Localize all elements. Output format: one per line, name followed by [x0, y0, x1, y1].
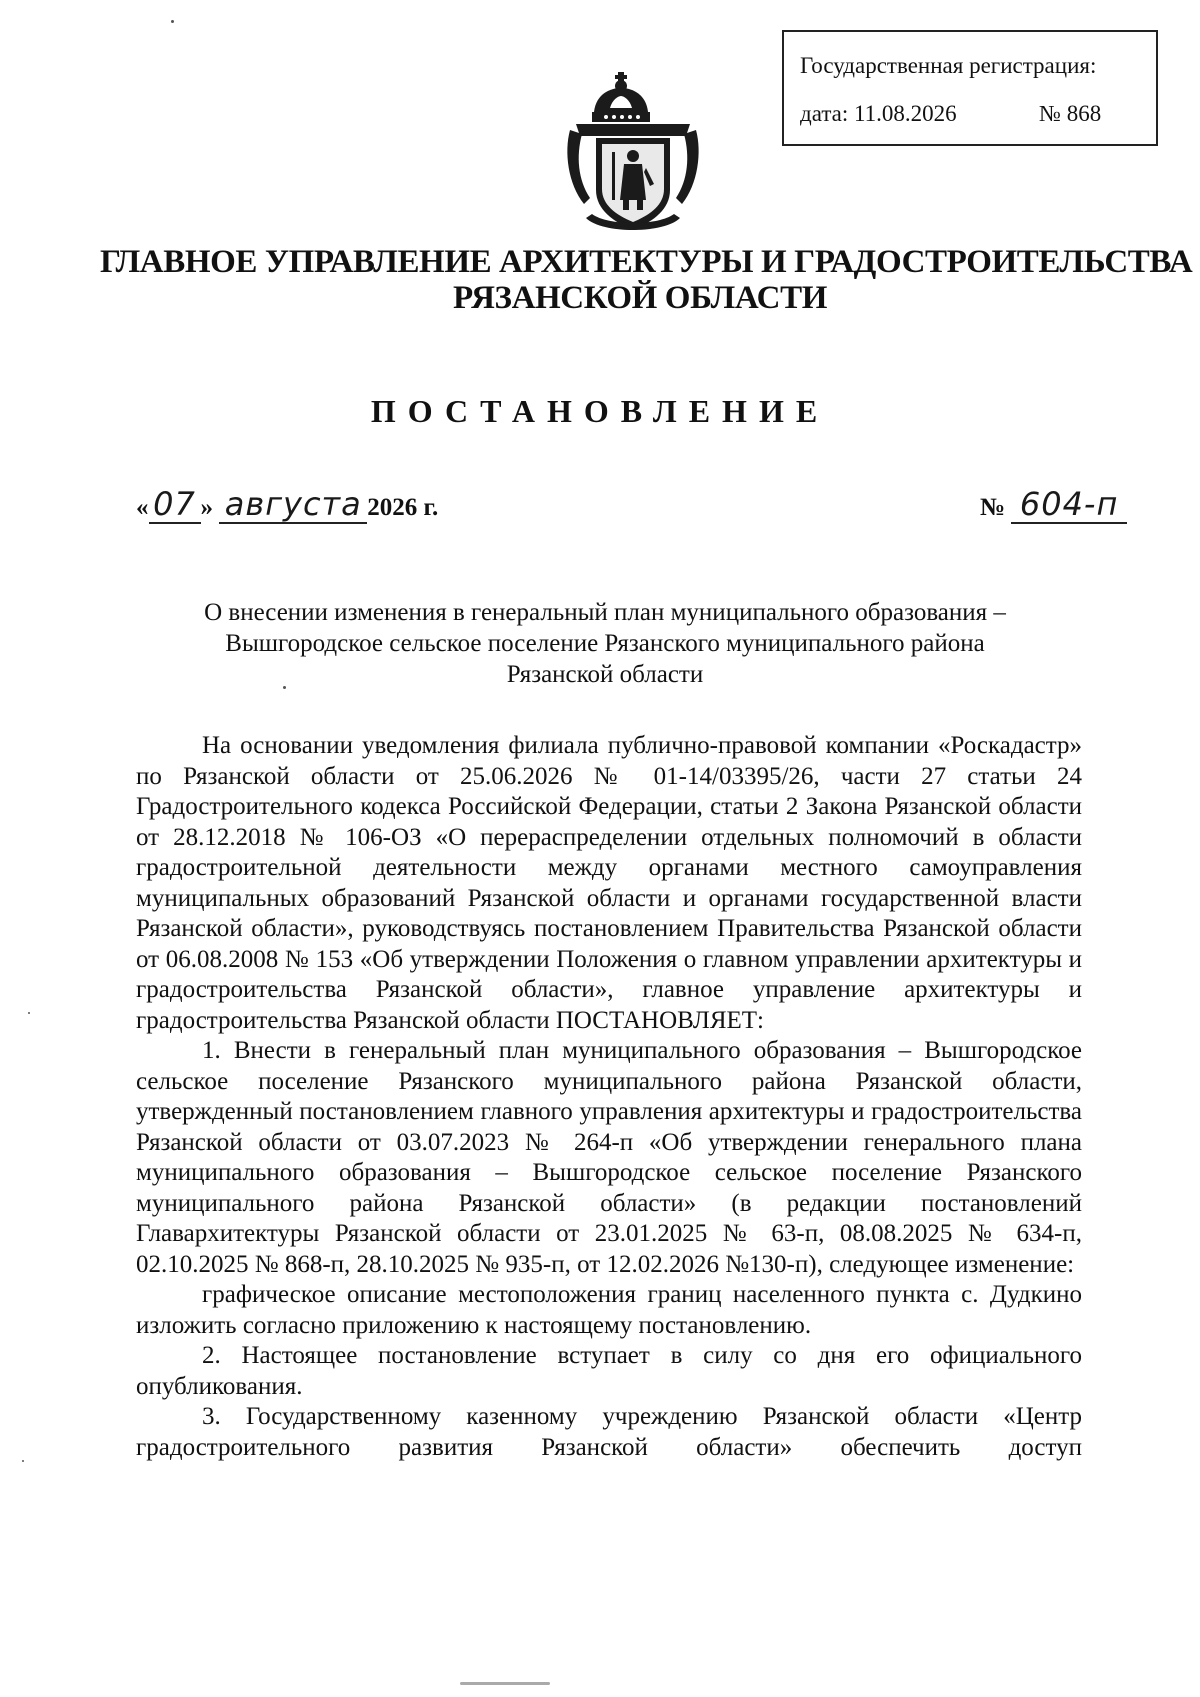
item-1-sub-paragraph: графическое описание местоположения границ населенного пункта с. Дудкино изложить согласно приложению к настоящему постановлению.: [136, 1281, 1082, 1339]
document-number: [980, 485, 1127, 524]
scan-speck: [28, 1012, 30, 1014]
registration-date: дата: 11.08.2026: [800, 101, 957, 126]
scan-speck: [283, 686, 286, 689]
registration-title: Государственная регистрация:: [800, 53, 1097, 78]
scan-speck: [460, 1682, 550, 1685]
number-prefix: №: [980, 494, 1006, 521]
document-type-title: ПОСТАНОВЛЕНИЕ: [370, 393, 830, 429]
preamble-paragraph: На основании уведомления филиала публично-правовой компании «Роскадастр» по Рязанской области от 25.06.2026 № 01-14/03395/26, части 27 статьи 24 Градостроительного кодекса Российской Федерации, статьи 2 Закона Рязанской области от 28.12.2018 № 106-ОЗ «О перераспределении отдельных полномочий в области градостроительной деятельности между органами местного самоуправления муниципальных образований Рязанской области и органами государственной власти Рязанской области», руководствуясь постановлением Правительства Рязанской области от 06.08.2008 № 153 «Об утверждении Положения о главном управлении архитектуры и градостроительства Рязанской области», главное управление архитектуры и градостроительства Рязанской области ПОСТАНОВЛЯЕТ:: [136, 732, 1082, 1034]
item-2-paragraph: 2. Настоящее постановление вступает в силу со дня его официального опубликования.: [136, 1342, 1082, 1400]
item-1-paragraph: 1. Внести в генеральный план муниципального образования – Вышгородское сельское поселение Рязанского муниципального района Рязанской области, утвержденный постановлением главного управления архитектуры и градостроительства Рязанской области от 03.07.2023 № 264-п «Об утверждении генерального плана муниципального образования – Вышгородское сельское поселение Рязанского муниципального района Рязанской области» (в редакции постановлений Главархитектуры Рязанской области от 23.01.2025 № 63-п, 08.08.2025 № 634-п, 02.10.2025 № 868-п, 28.10.2025 № 935-п, от 12.02.2026 №130-п), следующее изменение:: [136, 1037, 1082, 1278]
date-quote-open: «: [136, 494, 149, 521]
date-quote-close: »: [200, 494, 213, 521]
document-date: [136, 485, 439, 524]
date-year: 2026 г.: [367, 494, 439, 521]
scan-speck: [22, 1460, 24, 1462]
subject-line2: Вышгородское сельское поселение Рязанского муниципального района: [225, 630, 985, 657]
subject-line3: Рязанской области: [506, 661, 704, 688]
subject-line1: О внесении изменения в генеральный план муниципального образования –: [204, 599, 1006, 626]
item-3-paragraph: 3. Государственному казенному учреждению Рязанской области «Центр градостроительного развития Рязанской области» обеспечить доступ: [136, 1403, 1082, 1461]
handwritten-number: 604-п: [1011, 488, 1127, 524]
scan-speck: [171, 20, 174, 23]
registration-number: № 868: [1039, 101, 1102, 126]
handwritten-month: августа: [219, 488, 367, 524]
document-body: [136, 731, 1082, 1463]
registration-stamp: [782, 30, 1158, 146]
coat-of-arms-emblem: [562, 72, 704, 240]
organization-name-line2: РЯЗАНСКОЙ ОБЛАСТИ: [453, 280, 827, 316]
handwritten-day: 07: [149, 488, 201, 524]
organization-name-line1: ГЛАВНОЕ УПРАВЛЕНИЕ АРХИТЕКТУРЫ И ГРАДОСТРОИТЕЛЬСТВА: [100, 244, 1193, 280]
document-subject: [130, 597, 1080, 690]
